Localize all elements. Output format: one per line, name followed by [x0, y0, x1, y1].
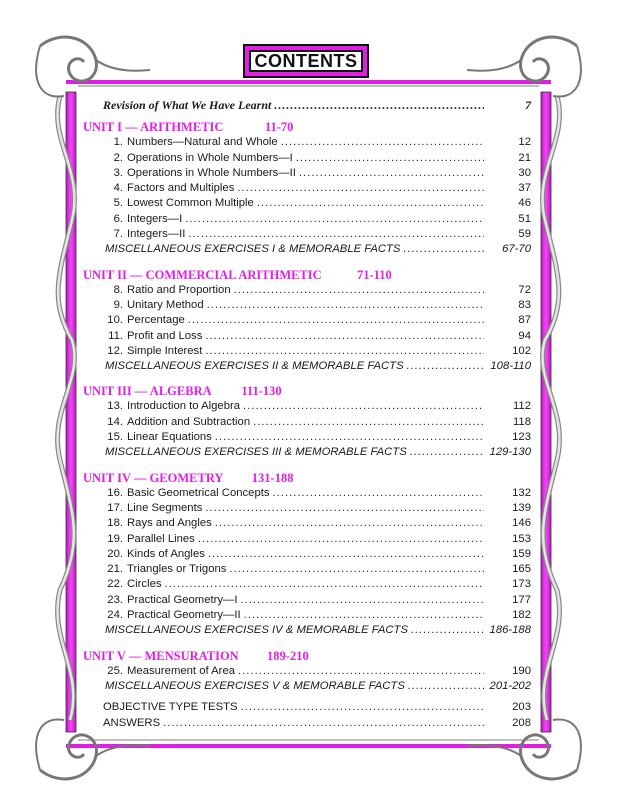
leader-dots: [410, 445, 484, 460]
extra-label: ANSWERS: [103, 716, 161, 729]
misc-exercises-row[interactable]: [83, 359, 531, 374]
extra-page: 203: [512, 701, 531, 714]
chapter-row[interactable]: [83, 577, 531, 592]
toc-revision-label: Revision of What We Have Learnt: [103, 98, 272, 112]
chapter-page: 153: [512, 532, 531, 545]
leader-dots: [165, 577, 484, 592]
chapter-title: Linear Equations: [127, 431, 212, 444]
chapter-number: 25.: [107, 664, 123, 677]
chapter-title: Line Segments: [127, 501, 203, 514]
unit-pages: 111-130: [241, 384, 282, 399]
chapter-number: 1.: [113, 136, 123, 149]
chapter-number: 23.: [107, 593, 123, 606]
extra-row[interactable]: [83, 716, 531, 731]
chapter-title: Integers—II: [127, 228, 186, 241]
chapter-title: Addition and Subtraction: [127, 415, 251, 428]
chapter-title: Circles: [127, 578, 162, 591]
leader-dots: [281, 135, 484, 150]
unit-heading[interactable]: [83, 119, 531, 135]
chapter-row[interactable]: [83, 212, 531, 227]
leader-dots: [205, 329, 484, 344]
leader-dots: [215, 430, 484, 445]
leader-dots: [207, 298, 484, 313]
chapter-number: 2.: [113, 151, 123, 164]
chapter-title: Basic Geometrical Concepts: [127, 486, 270, 499]
chapter-title: Numbers—Natural and Whole: [127, 136, 278, 149]
misc-exercises-label: MISCELLANEOUS EXERCISES V & MEMORABLE FACTS: [105, 679, 405, 692]
misc-exercises-page: 129-130: [489, 446, 531, 459]
chapter-title: Factors and Multiples: [127, 182, 235, 195]
unit-title: UNIT II — COMMERCIAL ARITHMETIC: [83, 267, 322, 282]
misc-exercises-row[interactable]: [83, 242, 531, 257]
misc-exercises-row[interactable]: [83, 445, 531, 460]
leader-dots: [257, 196, 484, 211]
leader-dots: [238, 664, 484, 679]
leader-dots: [296, 151, 484, 166]
misc-exercises-label: MISCELLANEOUS EXERCISES IV & MEMORABLE FACTS: [105, 624, 408, 637]
chapter-page: 87: [518, 314, 531, 327]
chapter-title: Lowest Common Multiple: [127, 197, 254, 210]
chapter-page: 139: [512, 501, 531, 514]
leader-dots: [188, 227, 484, 242]
unit-title: UNIT III — ALGEBRA: [83, 384, 212, 399]
chapter-title: Unitary Method: [127, 298, 204, 311]
leader-dots: [234, 283, 484, 298]
chapter-page: 177: [512, 593, 531, 606]
chapter-number: 16.: [107, 486, 123, 499]
leader-dots: [407, 359, 484, 374]
unit-pages: 71-110: [356, 267, 392, 282]
chapter-title: Introduction to Algebra: [127, 400, 241, 413]
chapter-row[interactable]: [83, 516, 531, 531]
chapter-row[interactable]: [83, 501, 531, 516]
chapter-page: 173: [512, 578, 531, 591]
chapter-row[interactable]: [83, 486, 531, 501]
chapter-title: Measurement of Area: [127, 664, 236, 677]
chapter-page: 51: [518, 212, 531, 225]
chapter-page: 72: [518, 283, 531, 296]
chapter-row[interactable]: [83, 196, 531, 211]
leader-dots: [185, 212, 484, 227]
toc-revision-row[interactable]: [83, 98, 531, 113]
top-pink-rule: [66, 80, 551, 84]
leader-dots: [237, 181, 484, 196]
extra-page: 208: [512, 716, 531, 729]
chapter-title: Simple Interest: [127, 344, 203, 357]
chapter-page: 118: [512, 415, 531, 428]
unit-pages: 189-210: [267, 648, 309, 663]
toc-extras: [83, 700, 531, 731]
chapter-title: Parallel Lines: [127, 532, 195, 545]
chapter-page: 21: [518, 151, 531, 164]
misc-exercises-row[interactable]: [83, 679, 531, 694]
table-of-contents: [83, 98, 531, 731]
chapter-row[interactable]: [83, 313, 531, 328]
chapter-number: 21.: [107, 563, 123, 576]
chapter-page: 123: [512, 431, 531, 444]
chapter-number: 10.: [107, 314, 123, 327]
chapter-number: 9.: [113, 298, 123, 311]
leader-dots: [163, 716, 484, 731]
leader-dots: [243, 399, 484, 414]
chapter-row[interactable]: [83, 608, 531, 623]
chapter-row[interactable]: [83, 547, 531, 562]
chapter-number: 13.: [107, 400, 123, 413]
chapter-title: Kinds of Angles: [127, 547, 205, 560]
chapter-number: 12.: [107, 344, 123, 357]
contents-title: CONTENTS: [249, 50, 363, 72]
chapter-number: 14.: [107, 415, 123, 428]
chapter-row[interactable]: [83, 430, 531, 445]
chapter-page: 59: [518, 228, 531, 241]
chapter-page: 94: [518, 329, 531, 342]
chapter-title: Profit and Loss: [127, 329, 203, 342]
misc-exercises-page: 186-188: [489, 624, 531, 637]
leader-dots: [205, 344, 484, 359]
misc-exercises-label: MISCELLANEOUS EXERCISES II & MEMORABLE FACTS: [105, 360, 404, 373]
chapter-page: 112: [512, 400, 531, 413]
chapter-number: 5.: [113, 197, 123, 210]
unit-heading[interactable]: [83, 648, 531, 664]
leader-dots: [299, 166, 484, 181]
leader-dots: [205, 501, 484, 516]
leader-dots: [198, 532, 484, 547]
chapter-page: 83: [518, 298, 531, 311]
chapter-page: 190: [512, 664, 531, 677]
chapter-title: Rays and Angles: [127, 517, 212, 530]
chapter-page: 132: [512, 486, 531, 499]
chapter-title: Triangles or Trigons: [127, 563, 227, 576]
chapter-number: 15.: [107, 431, 123, 444]
chapter-row[interactable]: [83, 135, 531, 150]
chapter-row[interactable]: [83, 532, 531, 547]
chapter-row[interactable]: [83, 415, 531, 430]
leader-dots: [208, 547, 484, 562]
misc-exercises-page: 108-110: [490, 360, 531, 373]
chapter-number: 4.: [113, 182, 123, 195]
unit-pages: 131-188: [251, 470, 294, 485]
misc-exercises-label: MISCELLANEOUS EXERCISES I & MEMORABLE FACTS: [105, 243, 401, 256]
unit-title: UNIT V — MENSURATION: [83, 648, 239, 663]
chapter-row[interactable]: [83, 298, 531, 313]
chapter-page: 159: [512, 547, 531, 560]
leader-dots: [188, 313, 484, 328]
chapter-page: 12: [518, 136, 531, 149]
chapter-title: Practical Geometry—II: [127, 609, 241, 622]
chapter-row[interactable]: [83, 399, 531, 414]
unit-heading[interactable]: [83, 470, 531, 486]
corner-scroll-top-right: [467, 37, 581, 96]
contents-title-box: [243, 44, 369, 78]
unit-pages: 11-70: [264, 120, 294, 135]
chapter-page: 146: [512, 517, 531, 530]
chapter-row[interactable]: [83, 283, 531, 298]
extra-row[interactable]: [83, 700, 531, 715]
chapter-number: 19.: [107, 532, 123, 545]
leader-dots: [274, 98, 484, 113]
unit-heading[interactable]: [83, 383, 531, 399]
chapter-number: 22.: [107, 578, 123, 591]
chapter-title: Operations in Whole Numbers—I: [127, 151, 293, 164]
unit-title: UNIT I — ARITHMETIC: [83, 120, 224, 135]
chapter-number: 17.: [107, 501, 123, 514]
chapter-page: 165: [512, 563, 531, 576]
leader-dots: [244, 608, 484, 623]
chapter-number: 8.: [113, 283, 123, 296]
chapter-page: 102: [512, 344, 531, 357]
toc-revision-page: 7: [525, 98, 531, 112]
chapter-number: 20.: [107, 547, 123, 560]
extra-label: OBJECTIVE TYPE TESTS: [103, 701, 238, 714]
chapter-page: 30: [518, 166, 531, 179]
leader-dots: [241, 593, 485, 608]
chapter-number: 11.: [108, 329, 123, 342]
chapter-row[interactable]: [83, 593, 531, 608]
misc-exercises-row[interactable]: [83, 623, 531, 638]
unit-title: UNIT IV — GEOMETRY: [83, 470, 224, 485]
chapter-row[interactable]: [83, 181, 531, 196]
chapter-row[interactable]: [83, 562, 531, 577]
chapter-title: Percentage: [127, 314, 185, 327]
misc-exercises-page: 201-202: [489, 679, 531, 692]
leader-dots: [411, 623, 484, 638]
chapter-title: Integers—I: [127, 212, 183, 225]
leader-dots: [273, 486, 484, 501]
leader-dots: [229, 562, 484, 577]
chapter-number: 6.: [113, 212, 123, 225]
unit-heading[interactable]: [83, 267, 531, 283]
leader-dots: [403, 242, 484, 257]
chapter-page: 46: [518, 197, 531, 210]
chapter-row[interactable]: [83, 151, 531, 166]
chapter-number: 7.: [113, 228, 123, 241]
misc-exercises-label: MISCELLANEOUS EXERCISES III & MEMORABLE FACTS: [105, 446, 407, 459]
chapter-title: Operations in Whole Numbers—II: [127, 166, 296, 179]
chapter-page: 37: [518, 182, 531, 195]
chapter-number: 3.: [113, 166, 123, 179]
chapter-row[interactable]: [83, 166, 531, 181]
leader-dots: [253, 415, 484, 430]
chapter-number: 18.: [107, 517, 123, 530]
leader-dots: [215, 516, 484, 531]
chapter-page: 182: [512, 609, 531, 622]
leader-dots: [241, 700, 484, 715]
chapter-title: Practical Geometry—I: [127, 593, 238, 606]
chapter-row[interactable]: [83, 344, 531, 359]
corner-scroll-top-left: [36, 37, 150, 96]
chapter-row[interactable]: [83, 664, 531, 679]
chapter-title: Ratio and Proportion: [127, 283, 231, 296]
chapter-number: 24.: [107, 609, 123, 622]
leader-dots: [408, 679, 484, 694]
chapter-row[interactable]: [83, 227, 531, 242]
toc-units: [83, 113, 531, 694]
chapter-row[interactable]: [83, 329, 531, 344]
misc-exercises-page: 67-70: [502, 243, 531, 256]
